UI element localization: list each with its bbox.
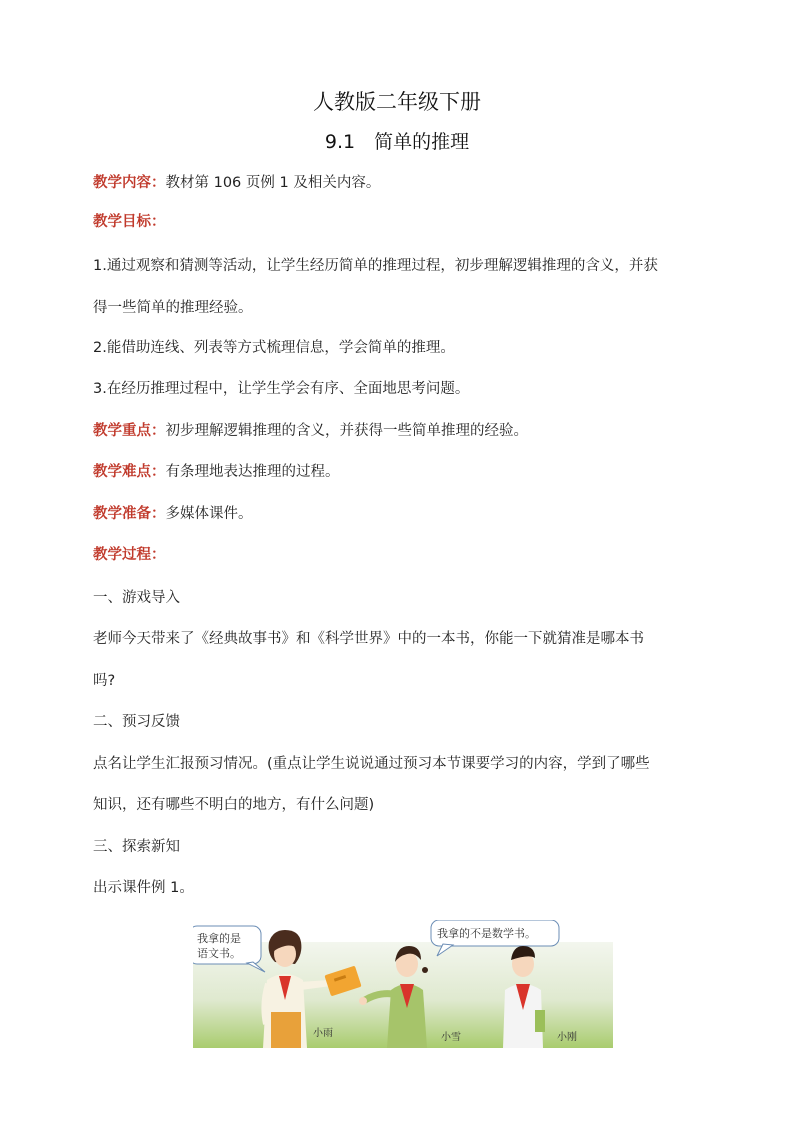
prep-line [93,504,713,524]
name-xiaoyu: 小雨 [313,1028,333,1039]
paragraph-1-line2: 吗? [93,673,116,689]
section-heading-2: 二、预习反馈 [93,714,180,730]
paragraph-1-line1: 老师今天带来了《经典故事书》和《科学世界》中的一本书，你能一下就猜准是哪本书 [93,631,644,647]
page-title: 人教版二年级下册 [313,90,481,114]
goal1-line2: 得一些简单的推理经验。 [93,300,253,316]
section-heading-1: 一、游戏导入 [93,590,180,606]
goal1-line1: 1.通过观察和猜测等活动，让学生经历简单的推理过程，初步理解逻辑推理的含义，并获 [93,258,658,274]
goal3: 3.在经历推理过程中，让学生学会有序、全面地思考问题。 [93,381,470,397]
content-label: 教学内容： [93,175,166,191]
difficulty-text: 有条理地表达推理的过程。 [165,464,340,480]
name-xiaoxue: 小雪 [441,1032,461,1043]
example-illustration [193,920,613,1048]
bubble1-text-2: 语文书。 [197,947,241,960]
paragraph-2-line1: 点名让学生汇报预习情况。(重点让学生说说通过预习本节课要学习的内容，学到了哪些 [93,756,650,772]
paragraph-3: 出示课件例 1。 [93,880,194,896]
name-xiaogang: 小刚 [557,1032,577,1043]
section-heading-3: 三、探索新知 [93,839,180,855]
difficulty-label: 教学难点： [93,464,166,480]
difficulty-line [93,462,713,482]
content-text: 教材第 106 页例 1 及相关内容。 [165,175,381,191]
prep-label: 教学准备： [93,506,166,522]
paragraph-2-line2: 知识，还有哪些不明白的地方，有什么问题) [93,797,375,813]
key-label: 教学重点： [93,423,166,439]
prep-text: 多媒体课件。 [165,506,253,522]
goal2: 2.能借助连线、列表等方式梳理信息，学会简单的推理。 [93,340,455,356]
goals-label: 教学目标： [93,214,166,230]
bubble2-text: 我拿的不是数学书。 [437,927,536,940]
page-subtitle: 9.1 简单的推理 [324,131,470,153]
key-line [93,421,713,441]
process-label: 教学过程： [93,547,166,563]
content-line [93,173,713,193]
bubble1-text-1: 我拿的是 [197,932,241,945]
key-text: 初步理解逻辑推理的含义，并获得一些简单推理的经验。 [165,423,528,439]
